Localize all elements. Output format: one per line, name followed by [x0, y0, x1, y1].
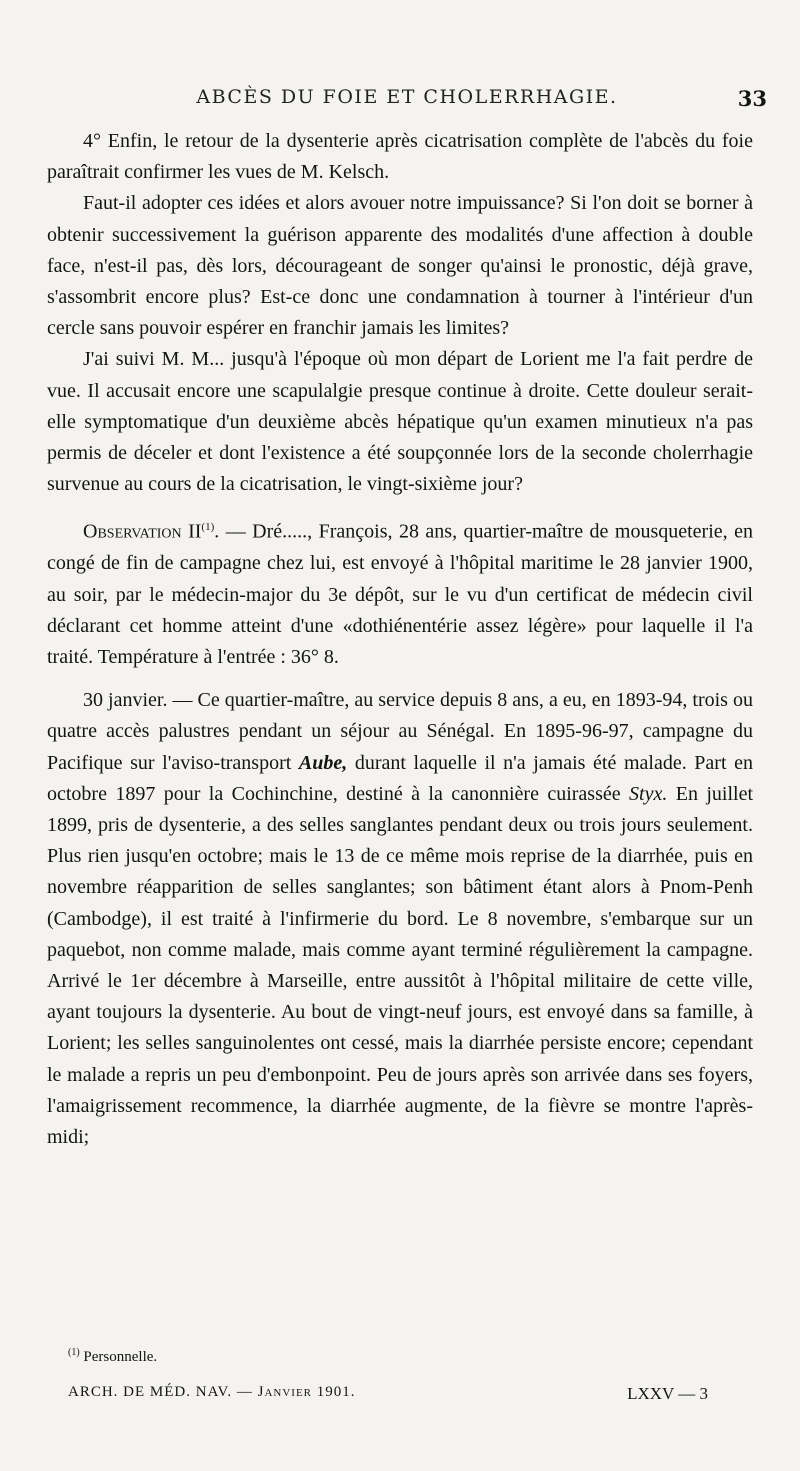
footnote-ref[interactable]: (1) [201, 521, 215, 534]
page-number: 33 [737, 86, 767, 111]
journal-citation: ARCH. DE MÉD. NAV. — Janvier 1901. [68, 1384, 356, 1400]
case-text-a: 30 janvier. — Ce quartier-maître, au service depuis 8 ans, a eu, en 1893-94, trois ou quatre accès palustres pendant un séjour au Sénégal. En 1895-96-97, campagne du Pacifique sur l'aviso-transport [47, 689, 753, 774]
running-header [47, 86, 767, 116]
body-text [47, 126, 753, 1153]
footnote-marker: (1) [68, 1347, 80, 1358]
footnote [68, 1347, 157, 1366]
observation-label: Observation II [83, 521, 202, 544]
signature-mark: LXXV — 3 [627, 1384, 708, 1403]
paragraph-3: J'ai suivi M. M... jusqu'à l'époque où mon départ de Lorient me l'a fait perdre de vue. Il accusait encore une scapulalgie presque continue à droite. Cette douleur serait-elle symptomatique d'un deuxième abcès hépatique qu'un examen minutieux n'a pas permis de déceler et dont l'existence a été soupçonnée lors de la seconde cholerrhagie survenue au cours de la cicatrisation, le vingt-sixième jour? [47, 348, 753, 496]
observation-text: . — Dré....., François, 28 ans, quartier-maître de mousqueterie, en congé de fin de campagne chez lui, est envoyé à l'hôpital maritime le 28 janvier 1900, au soir, par le médecin-major du 3e dépôt, sur le vu d'un certificat de médecin civil déclarant cet homme atteint d'une «dothiénentérie assez légère» pour laquelle il l'a traité. Température à l'entrée : 36° 8. [47, 521, 753, 668]
case-history-paragraph [47, 685, 753, 1153]
paragraph-2: Faut-il adopter ces idées et alors avouer notre impuissance? Si l'on doit se borner à obtenir successivement la guérison apparente des modalités d'une affection à double face, n'est-il pas, dès lors, décourageant de songer qu'ainsi le pronostic, déjà grave, s'assombrit encore plus? Est-ce donc une condamnation à tourner à l'intérieur d'un cercle sans pouvoir espérer en franchir jamais les limites? [47, 192, 753, 340]
case-text-c: En juillet 1899, pris de dysenterie, a des selles sanglantes pendant deux ou trois jours seulement. Plus rien jusqu'en octobre; mais le 13 de ce même mois reprise de la diarrhée, puis en novembre réapparition de selles sanglantes; son bâtiment étant alors à Pnom-Penh (Cambodge), il est traité à l'infirmerie du bord. Le 8 novembre, s'embarque sur un paquebot, non comme malade, mais comme ayant terminé régulièrement la campagne. Arrivé le 1er décembre à Marseille, entre aussitôt à l'hôpital militaire de cette ville, ayant toujours la dysenterie. Au bout de vingt-neuf jours, est envoyé dans sa famille, à Lorient; les selles sanguinolentes ont cessé, mais la diarrhée persiste encore; cependant le malade a repris un peu d'embonpoint. Peu de jours après son arrivée dans ses foyers, l'amaigrissement recommence, la diarrhée augmente, de la fièvre se montre l'après-midi; [47, 782, 753, 1148]
paragraph-1: 4° Enfin, le retour de la dysenterie après cicatrisation complète de l'abcès du foie paraîtrait confirmer les vues de M. Kelsch. [47, 130, 753, 184]
observation-paragraph [47, 512, 753, 673]
ship-name-aube: Aube, [298, 751, 348, 774]
ship-name-styx: Styx. [629, 782, 668, 805]
running-title: ABCÈS DU FOIE ET CHOLERRHAGIE. [196, 86, 618, 108]
footnote-text: Personnelle. [83, 1349, 158, 1365]
case-text-b: durant laquelle il n'a jamais été malade. Part en octobre 1897 pour la Cochinchine, destiné à la canonnière cuirassée [47, 751, 753, 805]
